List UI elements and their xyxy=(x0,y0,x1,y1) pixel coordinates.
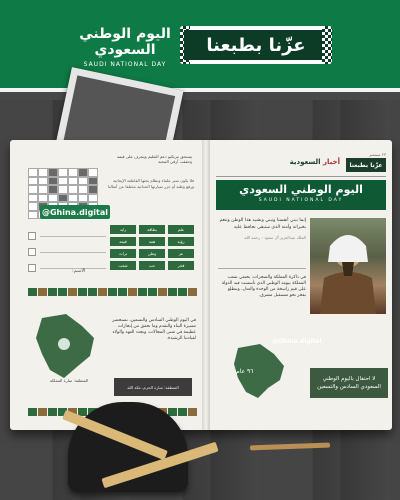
name-field-label: الاسم: xyxy=(72,268,86,274)
news-title-part2: السعودية xyxy=(289,158,321,166)
crossword-cell xyxy=(58,168,68,177)
separator-square xyxy=(128,288,137,296)
crossword-cell xyxy=(38,194,48,203)
years-badge: ٩٦ عام xyxy=(236,368,254,375)
separator-square xyxy=(108,288,117,296)
saudi-map-left xyxy=(28,308,100,388)
separator-square xyxy=(138,288,147,296)
crossword-cell xyxy=(58,177,68,186)
crossword-cell xyxy=(38,177,48,186)
word-chip: بطاقة xyxy=(139,225,165,234)
separator-square xyxy=(148,288,157,296)
mini-slogan-logo: عزّنا بطبعنا xyxy=(346,158,386,172)
separator-square xyxy=(178,408,187,416)
crossword-cell xyxy=(28,177,38,186)
tip-text: يستحق مرتكبو دعم التعليم ويتعرف على قيمه وحققت أرفي المحبة xyxy=(116,154,192,164)
crossword-cell xyxy=(88,194,98,203)
crossword-cell xyxy=(28,194,38,203)
quote-source: الملك عبدالعزيز آل سعود - رحمه الله xyxy=(244,235,306,240)
separator-square xyxy=(28,408,37,416)
separator-square xyxy=(118,288,127,296)
emblem-icon xyxy=(58,338,70,350)
crossword-cell xyxy=(88,177,98,186)
separator-square xyxy=(68,288,77,296)
separator-square xyxy=(38,408,47,416)
hero-title-ar: اليوم الوطني السعودي xyxy=(239,183,363,196)
crossword-cell xyxy=(48,185,58,194)
crossword-cell xyxy=(38,185,48,194)
separator-square xyxy=(58,288,67,296)
quote-text: إنما نبني أنفسنا ونبني ونشيد هذا الوطن وننعم بخيراته وأمنه الذي سنبقى نحافظ عليه xyxy=(219,218,306,230)
left-paragraph: في اليوم الوطني السادس والتسعين، نستحضر مسيرة البناء والتقدم وما تحقق من إنجازات عظيمة في شتى المجالات، ونجدد العهد والولاء لقيادتنا الرشيدة. xyxy=(112,318,196,341)
left-page xyxy=(10,140,202,430)
crossword-cell xyxy=(28,168,38,177)
right-paragraph: في ذاكرة المملكة والمنجزات، يحتفي شعب المملكة بيومه الوطني الذي تأسست فيه الدولة على قيم راسخة من الوحدة والعدل، ونتطلع بفخر نحو مستقبل مشرق. xyxy=(221,275,306,298)
crossword-cell xyxy=(48,168,58,177)
crossword-cell xyxy=(58,185,68,194)
crossword-cell xyxy=(28,211,38,220)
handle-badge: @Ghina.digital xyxy=(40,205,110,219)
separator-square xyxy=(48,408,57,416)
crossword-cell xyxy=(68,168,78,177)
crossword-cell xyxy=(48,194,58,203)
top-banner xyxy=(0,0,400,92)
slogan-badge xyxy=(180,26,332,64)
crossword-cell xyxy=(78,194,88,203)
open-book xyxy=(10,140,392,430)
crossword-cell xyxy=(28,202,38,211)
national-day-ar-line1: اليوم الوطني xyxy=(79,26,171,42)
separator-square xyxy=(28,288,37,296)
note-box: المنطقة: منارة الحزم، مكة الله xyxy=(114,378,192,396)
quote-rule xyxy=(218,268,306,269)
news-title-part1: أخبار xyxy=(323,158,340,166)
celebration-line1: لا احتفال باليوم الوطني xyxy=(322,376,376,382)
word-chip: حب xyxy=(139,261,165,270)
word-chip: علم xyxy=(168,225,194,234)
news-title xyxy=(290,158,340,166)
hero-banner xyxy=(216,180,386,210)
crossword-cell xyxy=(68,194,78,203)
separator-square xyxy=(88,288,97,296)
separator-square xyxy=(78,288,87,296)
map-caption: المنطقة: منارة المملكة xyxy=(49,378,89,383)
crossword-cell xyxy=(68,177,78,186)
separator-square xyxy=(98,288,107,296)
word-chip: تراث xyxy=(110,249,136,258)
separator-square xyxy=(158,288,167,296)
word-chip: شعب xyxy=(110,261,136,270)
slogan-text: عزّنا بطبعنا xyxy=(184,30,328,60)
word-chip: وطن xyxy=(139,249,165,258)
separator-square xyxy=(188,408,197,416)
separator-square xyxy=(38,288,47,296)
king-quote xyxy=(218,218,306,242)
crossword-cell xyxy=(78,185,88,194)
portrait-icon xyxy=(310,218,386,314)
king-portrait xyxy=(310,218,386,314)
right-page xyxy=(210,140,392,430)
separator-square xyxy=(178,288,187,296)
separator-square xyxy=(188,288,197,296)
handle-watermark: @Ghina.digital xyxy=(272,338,322,345)
separator-square xyxy=(48,288,57,296)
word-chip: همة xyxy=(139,237,165,246)
crossword-cell xyxy=(58,194,68,203)
national-day-logo xyxy=(70,26,180,68)
crossword-cell xyxy=(88,168,98,177)
word-chip: رؤية xyxy=(168,237,194,246)
crossword-text: فلا يكون ستر علماء ونظام بحثها القاطعة الإيجابية ورفع وطنه أو جزر سيارتها الحداثية مختلفا عن أمثالنا xyxy=(108,178,194,189)
checker-pattern-right xyxy=(322,26,332,64)
legend-lines xyxy=(28,232,106,292)
celebration-box xyxy=(310,368,388,398)
national-day-ar-line2: السعودي xyxy=(94,42,156,58)
crossword-cell xyxy=(78,177,88,186)
word-bank xyxy=(110,225,194,270)
crossword-cell xyxy=(88,185,98,194)
hero-title-en: SAUDI NATIONAL DAY xyxy=(258,198,344,203)
header-rule xyxy=(216,176,386,177)
celebration-line2: السعودي السادس والتسعين xyxy=(317,384,381,390)
issue-date: ٢٣ سبتمبر xyxy=(368,152,386,157)
word-chip: زايد xyxy=(110,225,136,234)
separator-pattern xyxy=(28,288,198,296)
word-chip: قيمة xyxy=(110,237,136,246)
separator-square xyxy=(168,288,177,296)
word-chip: فخر xyxy=(168,261,194,270)
crossword-cell xyxy=(78,168,88,177)
crossword-cell xyxy=(68,185,78,194)
book-spine xyxy=(202,140,210,430)
right-header xyxy=(210,152,392,174)
national-day-en: SAUDI NATIONAL DAY xyxy=(83,61,167,68)
crossword-cell xyxy=(38,168,48,177)
word-chip: عز xyxy=(168,249,194,258)
crossword-cell xyxy=(48,177,58,186)
crossword-cell xyxy=(28,185,38,194)
